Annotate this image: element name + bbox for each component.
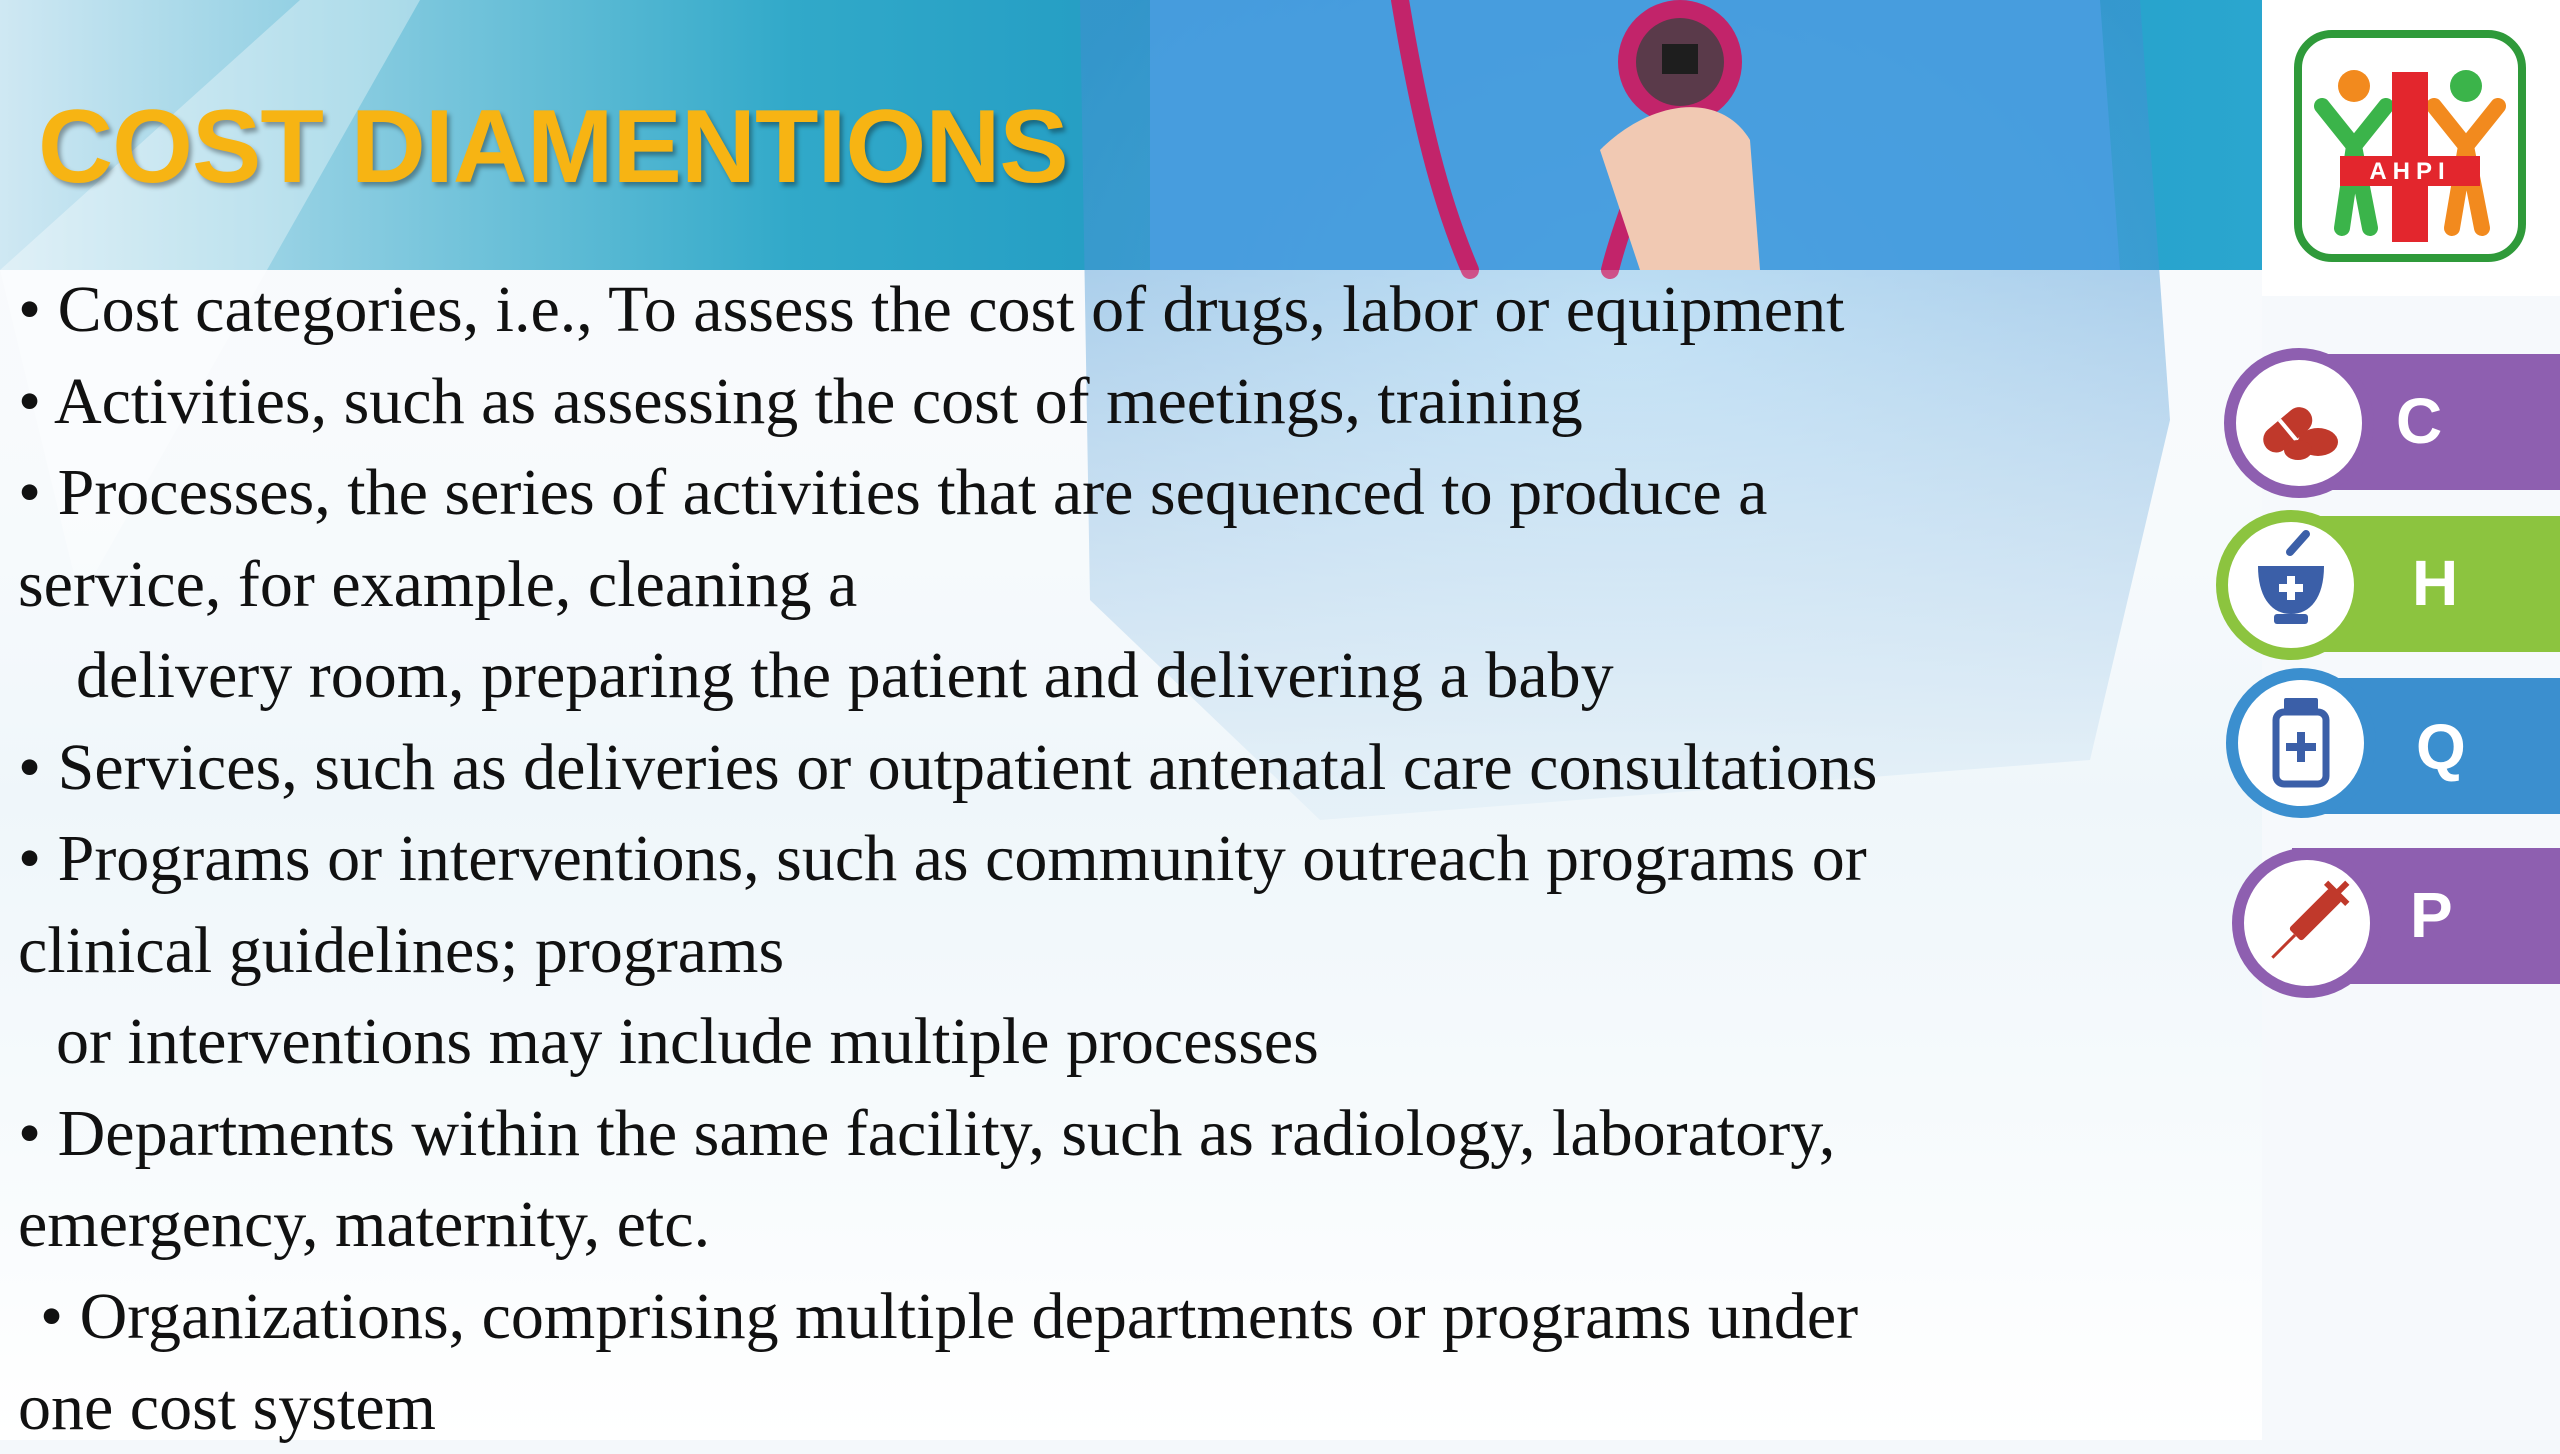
tab-h[interactable] [2216,510,2560,660]
bullet-programs-line2: clinical guidelines; programs [18,913,785,987]
bullet-processes-line3: delivery room, preparing the patient and delivering a baby [76,639,1614,712]
bullet-organizations-line2: one cost system [18,1371,436,1444]
tab-q-letter: Q [2416,711,2466,783]
pills-icon [2236,360,2362,486]
bullet-cost-categories: • Cost categories, i.e., To assess the cost of drugs, labor or equipment [18,273,1845,346]
bullet-processes-line2: service, for example, cleaning a [18,547,858,621]
ahpi-logo-mark [2292,28,2528,264]
bullet-programs-line3: or interventions may include multiple processes [56,1005,1319,1078]
bullet-list [18,264,2218,1454]
slide-title: COST DIAMENTIONS [38,89,1068,205]
ahpi-logo [2262,0,2560,296]
bullet-services: • Services, such as deliveries or outpatient antenatal care consultations [18,730,1878,804]
syringe-icon [2244,860,2370,986]
medicine-bottle-icon [2238,680,2364,806]
tab-q[interactable] [2226,668,2560,818]
tab-p[interactable] [2232,848,2560,998]
tab-c[interactable] [2224,348,2560,498]
tab-h-letter: H [2412,547,2459,619]
tab-c-letter: C [2396,385,2443,457]
bullet-processes: • Processes, the series of activities that are sequenced to produce a [18,456,1768,529]
logo-text: AHPI [2369,158,2451,185]
bullet-organizations: • Organizations, comprising multiple departments or programs under [40,1279,1859,1353]
bullet-programs: • Programs or interventions, such as community outreach programs or [18,822,1867,895]
mortar-pestle-icon [2228,522,2354,648]
bullet-departments: • Departments within the same facility, such as radiology, laboratory, [18,1096,1836,1170]
bullet-departments-line2: emergency, maternity, etc. [18,1188,711,1261]
bullet-activities: • Activities, such as assessing the cost of meetings, training [18,364,1583,438]
tab-p-letter: P [2410,879,2453,951]
